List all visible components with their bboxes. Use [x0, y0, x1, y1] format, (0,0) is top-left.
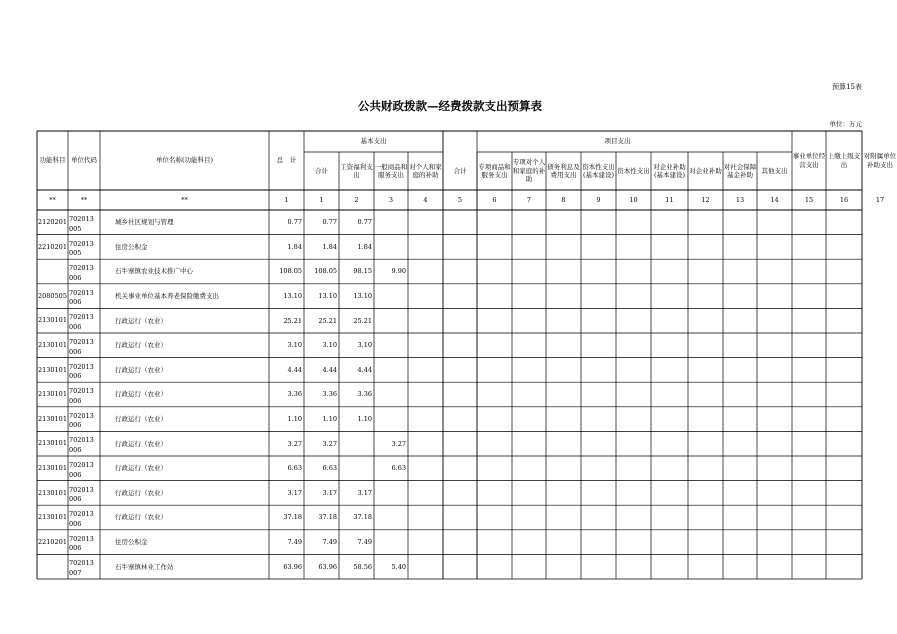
- row-basic-total: 25.21: [318, 316, 337, 325]
- header-proj-goods: 专项商品和服务支出: [478, 162, 511, 179]
- row-wages: 7.49: [357, 538, 372, 547]
- row-total: 6.63: [287, 464, 302, 473]
- row-wages: 58.56: [353, 562, 372, 571]
- index-cell: 7: [526, 195, 532, 204]
- header-proj-total: 合计: [453, 166, 467, 175]
- row-func-code: 2130101: [38, 464, 67, 472]
- row-basic-total: 3.17: [322, 488, 337, 497]
- index-cell: 2: [354, 195, 359, 204]
- row-unit-code: 702013006: [69, 411, 94, 430]
- header-social: 对社会保障基金补助: [723, 162, 757, 179]
- row-basic-total: 7.49: [322, 538, 337, 547]
- row-total: 1.84: [287, 242, 302, 251]
- row-total: 4.44: [287, 365, 302, 374]
- row-basic-total: 1.10: [322, 415, 337, 424]
- index-cell: 14: [770, 195, 779, 204]
- row-total: 3.17: [287, 488, 302, 497]
- row-func-code: 2210201: [38, 537, 67, 546]
- row-func-code: 2130101: [38, 414, 67, 423]
- row-total: 13.10: [283, 292, 302, 301]
- row-unit-code: 702013006: [69, 534, 94, 553]
- row-goods: 9.90: [391, 267, 406, 276]
- header-basic-group: 基本支出: [360, 137, 387, 146]
- row-wages: [339, 456, 374, 481]
- row-wages: 1.10: [357, 415, 372, 424]
- row-goods: [374, 530, 408, 555]
- row-unit-code: 702013007: [69, 559, 94, 577]
- row-goods: [374, 210, 408, 235]
- row-basic-total: 13.10: [318, 292, 337, 301]
- row-goods: [374, 407, 408, 432]
- row-basic-total: 1.84: [322, 242, 337, 251]
- row-wages: 3.10: [357, 341, 372, 350]
- row-wages: 13.10: [353, 292, 372, 301]
- row-basic-total: 3.36: [322, 390, 337, 399]
- index-cell: **: [181, 195, 188, 204]
- row-unit-code: 702013006: [69, 436, 94, 454]
- header-ent: 对企业补助: [689, 166, 722, 175]
- index-cell: 17: [875, 195, 885, 204]
- index-cell: 5: [457, 195, 463, 204]
- row-goods: [374, 382, 408, 407]
- row-total: 7.49: [287, 538, 302, 547]
- index-cell: 11: [665, 195, 674, 204]
- row-basic-total: 3.27: [322, 439, 337, 448]
- row-wages: 1.84: [357, 242, 372, 251]
- row-unit-code: 702013006: [69, 362, 94, 381]
- row-func-code: 2080505: [38, 291, 67, 300]
- row-wages: 3.36: [357, 390, 372, 399]
- row-unit-name: 行政运行（农业）: [115, 415, 167, 424]
- row-basic-total: 3.10: [322, 341, 337, 350]
- header-goods: 一般商品和服务支出: [374, 162, 408, 179]
- row-unit-name: 行政运行（农业）: [115, 464, 167, 473]
- row-func-code: 2130101: [38, 513, 67, 522]
- row-goods: [374, 358, 408, 383]
- row-func-code: 2120201: [38, 218, 67, 226]
- index-cell: 16: [839, 195, 849, 204]
- row-total: 3.27: [287, 439, 302, 448]
- row-unit-code: 702013005: [69, 239, 94, 258]
- row-unit-name: 住房公积金: [115, 242, 148, 251]
- row-goods: [374, 284, 408, 309]
- unit-label: 单位：万元: [829, 120, 862, 128]
- row-goods: [374, 308, 408, 333]
- page-title: 公共财政拨款—经费拨款支出预算表: [358, 99, 542, 113]
- index-cell: 1: [319, 195, 324, 204]
- row-goods: [374, 481, 408, 506]
- row-unit-code: 702013006: [69, 288, 94, 307]
- index-cell: 10: [629, 195, 638, 204]
- row-unit-name: 机关事业单位基本养老保险缴费支出: [115, 292, 219, 301]
- row-total: 25.21: [283, 316, 302, 325]
- header-project-group: 项目支出: [604, 137, 631, 146]
- row-wages: 98.15: [353, 267, 372, 276]
- row-unit-name: 石牛寨镇林业工作站: [115, 562, 174, 571]
- row-wages: 25.21: [353, 316, 372, 325]
- row-unit-name: 行政运行（农业）: [115, 488, 167, 497]
- row-wages: 0.77: [357, 218, 372, 227]
- header-proj-personal: 专项对个人和家庭的补助: [512, 158, 546, 184]
- row-func-code: [37, 267, 69, 275]
- row-basic-total: 37.18: [318, 513, 337, 522]
- row-goods: 6.63: [391, 464, 406, 473]
- header-biz-op: 事业单位经营支出: [792, 152, 826, 169]
- header-other: 其他支出: [761, 166, 788, 175]
- row-unit-code: 702013006: [69, 338, 94, 356]
- row-func-code: 2130101: [38, 316, 67, 325]
- row-total: 3.10: [287, 341, 302, 350]
- row-total: 0.77: [287, 218, 302, 227]
- index-cell: 15: [804, 195, 814, 204]
- index-cell: **: [49, 195, 56, 204]
- row-unit-name: 行政运行（农业）: [115, 316, 167, 325]
- row-basic-total: 108.05: [314, 267, 337, 276]
- header-capital: 资本性支出: [617, 166, 650, 175]
- index-cell: 6: [492, 195, 497, 204]
- row-unit-name: 行政运行（农业）: [115, 439, 167, 448]
- row-unit-name: 行政运行（农业）: [115, 513, 167, 522]
- index-cell: 1: [284, 195, 289, 204]
- row-wages: [339, 431, 374, 456]
- header-unit-name: 单位名称(功能科目): [155, 156, 214, 165]
- row-total: 3.36: [287, 390, 302, 399]
- row-goods: [374, 235, 408, 260]
- row-func-code: 2130101: [38, 390, 67, 399]
- table-number: 预算15表: [832, 83, 862, 91]
- row-func-code: [37, 562, 69, 570]
- index-cell: 9: [596, 195, 601, 204]
- row-goods: 5.40: [391, 562, 406, 571]
- row-unit-name: 石牛寨镇农业技术推广中心: [115, 267, 193, 276]
- header-unit-code: 单位代码: [71, 156, 97, 165]
- row-basic-total: 63.96: [318, 562, 337, 571]
- row-unit-code: 702013006: [69, 510, 94, 528]
- row-basic-total: 6.63: [322, 464, 337, 473]
- row-func-code: 2130101: [38, 488, 67, 497]
- index-cell: 4: [423, 195, 428, 204]
- row-unit-code: 702013006: [69, 461, 94, 479]
- index-cell: **: [80, 195, 88, 204]
- header-personal: 对个人和家庭的补助: [409, 162, 442, 179]
- row-unit-name: 行政运行（农业）: [115, 341, 167, 350]
- row-basic-total: 0.77: [322, 218, 337, 227]
- header-func-code: 功能科目: [39, 156, 66, 165]
- row-unit-name: 住房公积金: [115, 538, 148, 547]
- row-unit-code: 702013005: [69, 215, 94, 233]
- row-func-code: 2130101: [38, 439, 67, 448]
- row-goods: 3.27: [391, 439, 406, 448]
- header-ent-basic: 对企业补助(基本建设): [653, 162, 686, 179]
- row-unit-name: 城乡社区规划与管理: [115, 218, 174, 227]
- row-goods: [374, 333, 408, 358]
- row-total: 37.18: [283, 513, 302, 522]
- row-total: 1.10: [287, 415, 302, 424]
- row-func-code: 2210201: [38, 242, 67, 251]
- header-subsidy: 对附属单位补助支出: [863, 152, 897, 169]
- header-wages: 工资福利支出: [340, 162, 373, 179]
- row-basic-total: 4.44: [322, 365, 337, 374]
- header-capital-basic: 资本性支出(基本建设): [582, 162, 615, 179]
- row-unit-code: 702013006: [69, 313, 94, 331]
- index-cell: 3: [388, 195, 394, 204]
- row-unit-name: 行政运行（农业）: [115, 365, 167, 374]
- index-cell: 13: [735, 195, 745, 204]
- row-unit-code: 702013006: [69, 387, 94, 405]
- index-cell: 12: [701, 195, 710, 204]
- row-total: 63.96: [283, 562, 302, 571]
- row-func-code: 2130101: [38, 341, 67, 349]
- header-debt: 债务利息及费用支出: [547, 162, 580, 179]
- row-unit-name: 行政运行（农业）: [115, 390, 167, 399]
- row-wages: 4.44: [357, 365, 372, 374]
- row-wages: 37.18: [353, 513, 372, 522]
- header-basic-total: 合计: [315, 166, 328, 175]
- index-cell: 8: [561, 195, 566, 204]
- row-func-code: 2130101: [38, 365, 67, 374]
- header-total: 总 计: [276, 156, 297, 165]
- row-unit-code: 702013006: [69, 485, 94, 504]
- header-upper: 上缴上级支出: [827, 152, 861, 169]
- row-unit-code: 702013006: [69, 264, 94, 282]
- row-total: 108.05: [279, 267, 302, 276]
- row-goods: [374, 505, 408, 530]
- row-wages: 3.17: [357, 488, 372, 497]
